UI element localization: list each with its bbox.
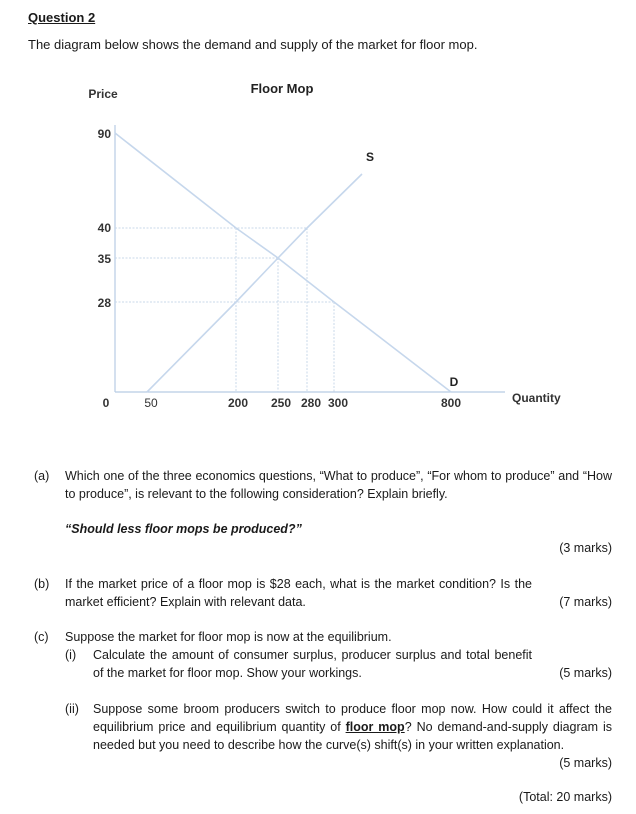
part-a-quote-row — [34, 520, 612, 540]
part-b-marks: (7 marks) — [559, 595, 612, 609]
supply-curve-label: S — [365, 150, 375, 164]
x-tick-label: 50 — [144, 396, 158, 410]
part-a-quote: “Should less floor mops be produced?” — [65, 522, 302, 536]
part-a-text: Which one of the three economics questions, “What to produce”, “For whom to produce” and “How to produce”, is relevant to the following consideration? Explain briefly. — [65, 469, 612, 501]
part-c-ii-text-after: ? No demand-and-supply diagram is needed but you need to describe how the curve(s) shift(s) in your written explanation. — [93, 720, 612, 752]
part-c-ii-label: (ii) — [65, 702, 79, 716]
supply-curve — [147, 174, 362, 392]
y-axis-label: Price — [88, 87, 118, 101]
part-a-marks: (3 marks) — [559, 541, 612, 555]
x-tick-label: 0 — [102, 396, 110, 410]
part-c-ii-marks: (5 marks) — [559, 756, 612, 770]
question-title: Question 2 — [28, 10, 96, 25]
x-tick-label: 300 — [327, 396, 349, 410]
x-tick-label: 250 — [270, 396, 292, 410]
part-b — [34, 575, 612, 615]
part-c-text: Suppose the market for floor mop is now at the equilibrium. — [65, 630, 392, 644]
part-c-i-text: Calculate the amount of consumer surplus, producer surplus and total benefit of the market for floor mop. Show your workings. — [93, 648, 532, 680]
guide-lines — [115, 228, 334, 392]
part-c-label: (c) — [34, 630, 49, 644]
part-c-ii-underlined: floor mop — [345, 720, 405, 734]
part-a-marks-row — [34, 539, 612, 559]
y-tick-label: 35 — [97, 252, 111, 266]
part-a — [34, 467, 612, 507]
y-tick-label: 90 — [97, 127, 111, 141]
part-a-label: (a) — [34, 469, 50, 483]
part-c-i-label: (i) — [65, 648, 77, 662]
question-intro: The diagram below shows the demand and supply of the market for floor mop. — [28, 37, 478, 52]
demand-curve-label: D — [449, 375, 459, 389]
x-tick-label: 280 — [300, 396, 322, 410]
x-tick-label: 200 — [227, 396, 249, 410]
y-tick-label: 28 — [97, 296, 111, 310]
part-c-ii-text — [93, 700, 612, 754]
part-c — [34, 628, 612, 688]
chart-title: Floor Mop — [250, 81, 314, 96]
part-c-i-marks: (5 marks) — [559, 666, 612, 680]
part-b-text: If the market price of a floor mop is $28 each, what is the market condition? Is the market efficient? Explain with relevant data. — [65, 577, 532, 609]
y-tick-label: 40 — [97, 221, 111, 235]
part-b-label: (b) — [34, 577, 50, 591]
part-c-ii-text-before: Suppose some broom producers switch to produce floor mop now. How could it affect the equilibrium price and equilibrium quantity of — [93, 702, 612, 734]
part-c-ii — [34, 700, 612, 776]
x-axis-label: Quantity — [512, 391, 561, 405]
demand-curve — [115, 133, 451, 392]
total-marks: (Total: 20 marks) — [518, 790, 612, 804]
x-tick-label: 800 — [440, 396, 462, 410]
